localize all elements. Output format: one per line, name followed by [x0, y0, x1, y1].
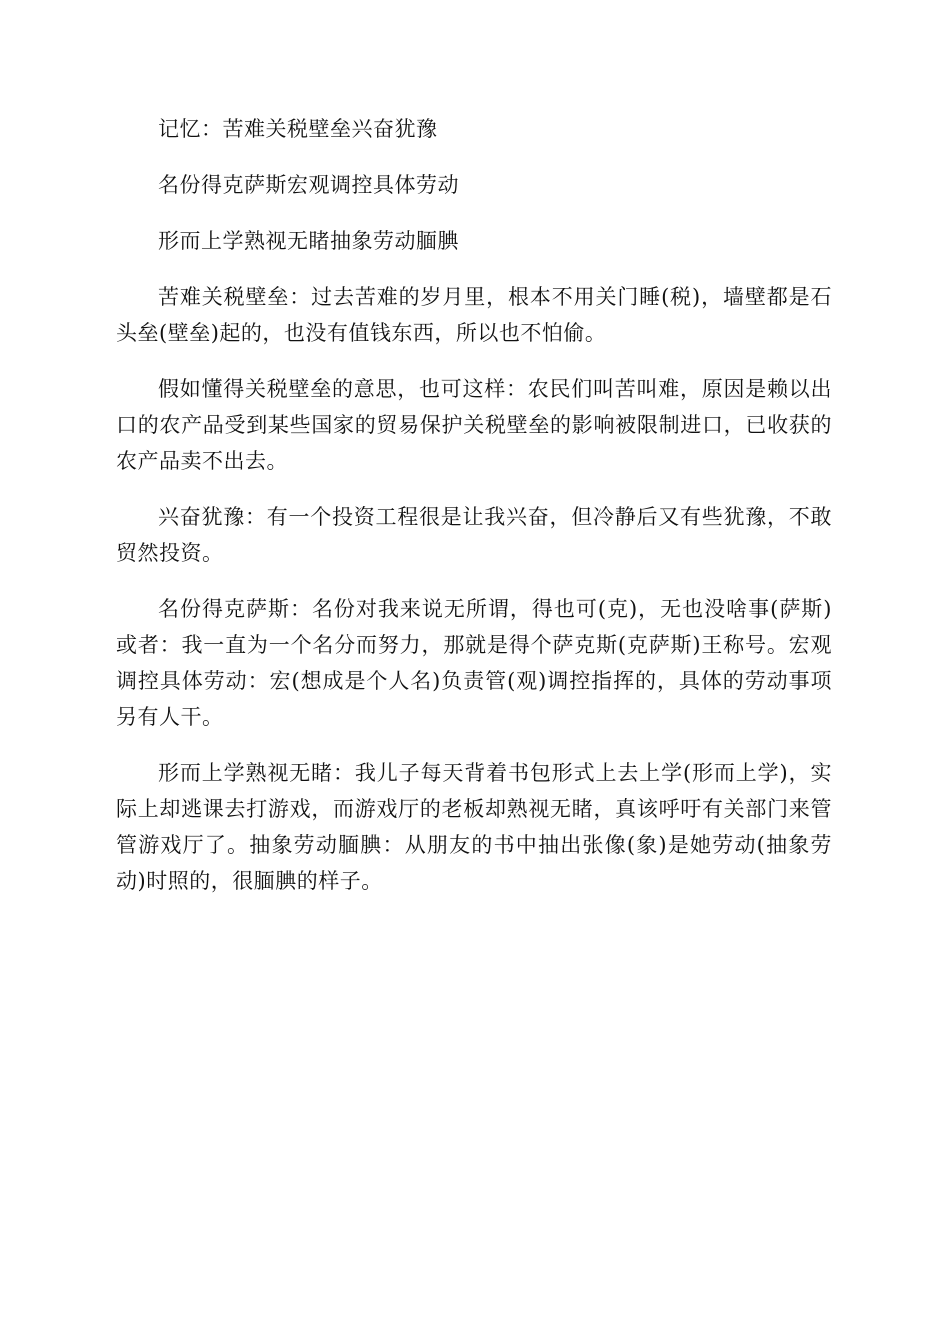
document-body [116, 111, 832, 919]
paragraph-tariff-barrier: 苦难关税壁垒：过去苦难的岁月里，根本不用关门睡(税)，墙壁都是石头垒(壁垒)起的，也没有值钱东西，所以也不怕偷。 [116, 285, 832, 345]
paragraph-metaphysics-shy: 形而上学熟视无睹：我儿子每天背着书包形式上去上学(形而上学)，实际上却逃课去打游戏，而游戏厅的老板却熟视无睹，真该呼吁有关部门来管管游戏厅了。抽象劳动腼腆：从朋友的书中抽出张像(象)是她劳动(抽象劳动)时照的，很腼腆的样子。 [116, 761, 832, 893]
paragraph-excited-hesitant: 兴奋犹豫：有一个投资工程很是让我兴奋，但冷静后又有些犹豫，不敢贸然投资。 [116, 505, 832, 565]
paragraph-memory-line-2: 名份得克萨斯宏观调控具体劳动 [158, 173, 459, 197]
paragraph-texas-macro: 名份得克萨斯：名份对我来说无所谓，得也可(克)，无也没啥事(萨斯)或者：我一直为一个名分而努力，那就是得个萨克斯(克萨斯)王称号。宏观调控具体劳动：宏(想成是个人名)负责管(观)调控指挥的，具体的劳动事项另有人干。 [116, 597, 832, 729]
paragraph-memory-title: 记忆：苦难关税壁垒兴奋犹豫 [158, 117, 438, 141]
paragraph-memory-line-3: 形而上学熟视无睹抽象劳动腼腆 [158, 229, 459, 253]
paragraph-tariff-meaning: 假如懂得关税壁垒的意思，也可这样：农民们叫苦叫难，原因是赖以出口的农产品受到某些国家的贸易保护关税壁垒的影响被限制进口，已收获的农产品卖不出去。 [116, 377, 832, 473]
